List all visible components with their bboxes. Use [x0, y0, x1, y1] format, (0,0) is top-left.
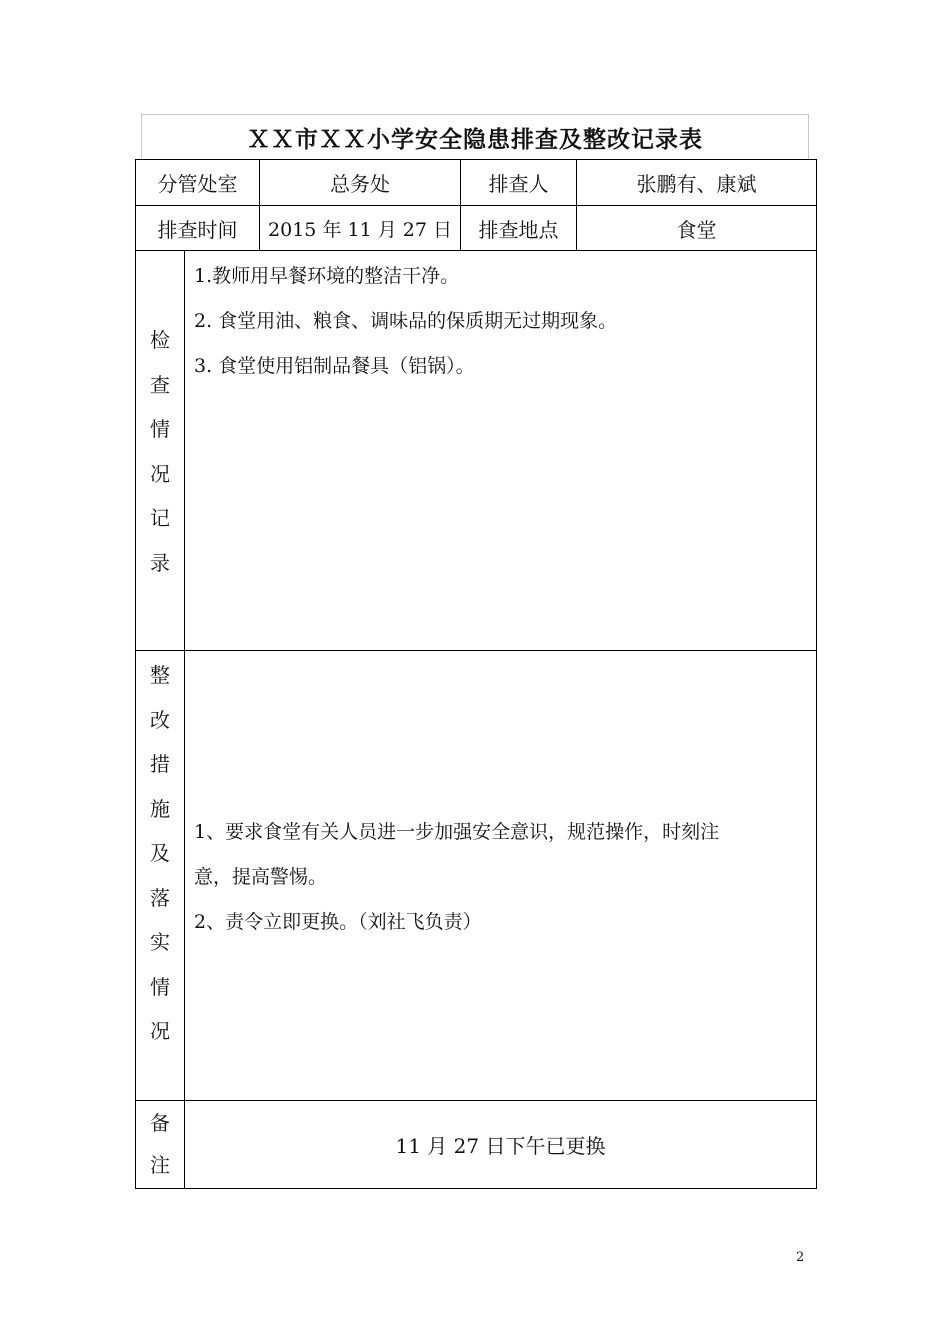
label-char: 落: [150, 885, 170, 910]
inspection-item: 3. 食堂使用铝制品餐具（铝锅）。: [194, 355, 475, 377]
inspection-item: 1.教师用早餐环境的整洁干净。: [194, 265, 460, 287]
label-char: 措: [150, 752, 170, 776]
rectification-item: 1、要求食堂有关人员进一步加强安全意识，规范操作，时刻注: [194, 821, 720, 843]
remarks-value: 11 月 27 日下午已更换: [395, 1134, 606, 1158]
label-char: 整: [150, 663, 170, 687]
time-label: 排查时间: [157, 217, 238, 242]
col-divider: [184, 250, 185, 1188]
form-title: ＸＸ市ＸＸ小学安全隐患排查及整改记录表: [141, 114, 809, 159]
rectification-label: [136, 653, 184, 1054]
inspector-value: 张鹏有、康斌: [636, 172, 757, 196]
page-number: 2: [796, 1250, 805, 1265]
row-divider: [136, 250, 816, 251]
inspection-content: [194, 254, 812, 389]
dept-value: 总务处: [330, 172, 390, 196]
rectification-item: 2、责令立即更换。（刘社飞负责）: [194, 911, 482, 933]
inspection-item: 2. 食堂用油、粮食、调味品的保质期无过期现象。: [194, 310, 618, 332]
remarks-label: [136, 1102, 184, 1186]
label-char: 改: [150, 707, 170, 732]
label-char: 备: [150, 1111, 170, 1135]
label-char: 录: [150, 550, 170, 575]
location-value: 食堂: [676, 217, 717, 242]
inspection-label: [136, 318, 184, 585]
rectification-item: 意，提高警惕。: [194, 866, 328, 888]
time-value: 2015 年 11 月 27 日: [268, 218, 452, 241]
label-char: 及: [150, 841, 170, 865]
label-char: 检: [150, 328, 170, 352]
label-char: 注: [150, 1153, 170, 1177]
label-char: 记: [150, 506, 170, 530]
label-char: 实: [150, 930, 170, 954]
label-char: 施: [150, 796, 170, 821]
record-table: [135, 159, 817, 1189]
dept-label: 分管处室: [157, 172, 238, 196]
label-char: 情: [150, 417, 170, 441]
inspector-label: 排查人: [488, 172, 549, 196]
row-divider: [136, 650, 816, 651]
location-label: 排查地点: [478, 217, 559, 242]
label-char: 况: [150, 461, 170, 486]
label-char: 查: [150, 372, 170, 397]
label-char: 情: [150, 974, 170, 999]
rectification-content: [194, 810, 816, 945]
label-char: 况: [150, 1019, 170, 1043]
